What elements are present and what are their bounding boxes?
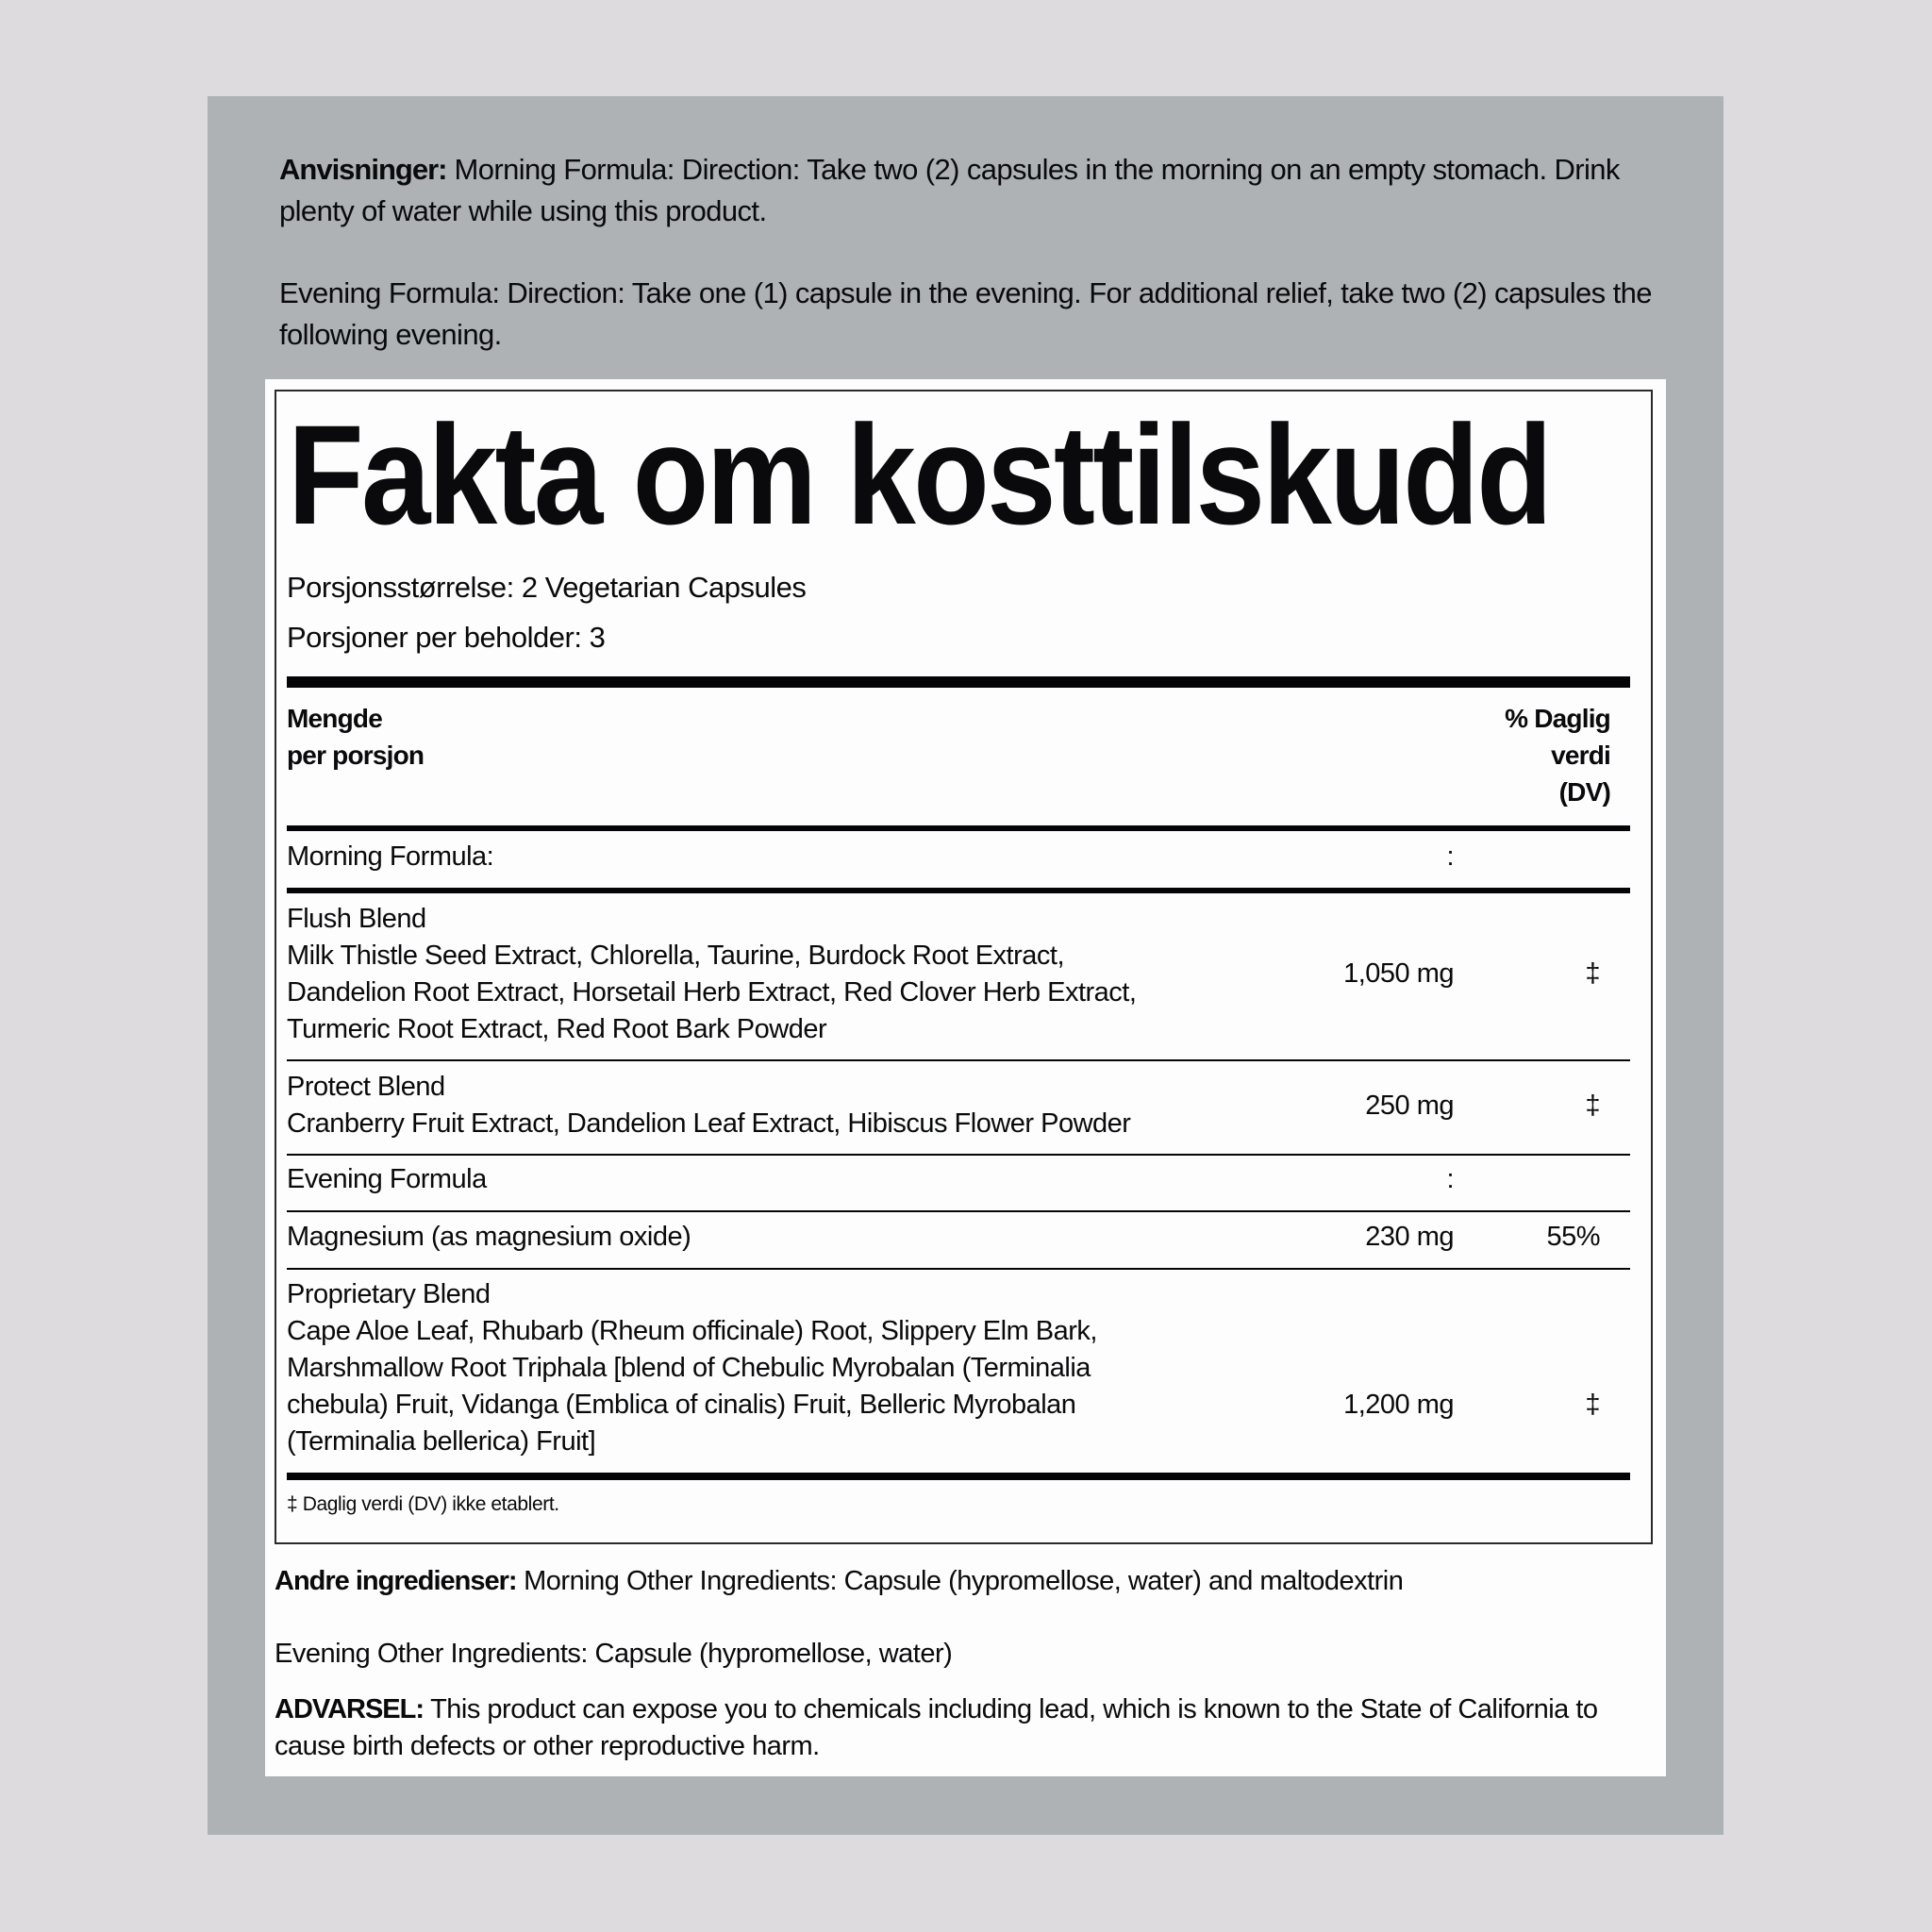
divider-thin: [287, 1268, 1630, 1270]
divider-thin: [287, 1154, 1630, 1156]
row-description: Cranberry Fruit Extract, Dandelion Leaf Extract, Hibiscus Flower Powder: [287, 1108, 1131, 1139]
row-name: Magnesium (as magnesium oxide): [287, 1222, 691, 1252]
header-dv-line2: verdi: [1551, 741, 1610, 770]
row-name: Evening Formula: [287, 1164, 487, 1194]
row-description: Cape Aloe Leaf, Rhubarb (Rheum officinale) Root, Slippery Elm Bark, Marshmallow Root Triphala [blend of Chebulic Myrobalan (Terminalia chebula) Fruit, Vidanga (Emblica of cinalis) Fruit, Belleric Myrobalan (Terminalia bellerica) Fruit]: [287, 1316, 1097, 1457]
row-amount: :: [1446, 841, 1454, 872]
warning-section: [275, 1691, 1652, 1765]
other-ingredients-morning: [275, 1563, 1652, 1600]
facts-title: Fakta om kosttilskudd: [288, 395, 1551, 554]
header-dv-line3: (DV): [1558, 777, 1610, 807]
daily-value-footnote: ‡ Daglig verdi (DV) ikke etablert.: [287, 1493, 559, 1515]
row-name: Flush Blend: [287, 904, 426, 934]
row-name-block: [287, 901, 1164, 1048]
row-dv: 55%: [1546, 1222, 1600, 1252]
row-amount: :: [1446, 1164, 1454, 1194]
row-amount: 250 mg: [1365, 1091, 1454, 1121]
row-description: Milk Thistle Seed Extract, Chlorella, Taurine, Burdock Root Extract, Dandelion Root Extract, Horsetail Herb Extract, Red Clover Herb Extract, Turmeric Root Extract, Red Root Bark Powder: [287, 941, 1137, 1044]
divider-thick: [287, 676, 1630, 688]
header-amount-line1: Mengde: [287, 704, 382, 733]
directions-section: [279, 149, 1666, 356]
row-amount: 1,200 mg: [1343, 1390, 1454, 1420]
other-ingredients-label: Andre ingredienser:: [275, 1566, 517, 1596]
header-amount-line2: per porsjon: [287, 741, 425, 770]
divider-medium: [287, 825, 1630, 831]
warning-label: ADVARSEL:: [275, 1694, 425, 1724]
directions-morning-text: Morning Formula: Direction: Take two (2) capsules in the morning on an empty stomach. Drink plenty of water while using this product.: [279, 153, 1620, 227]
divider-medium: [287, 888, 1630, 893]
divider-thin: [287, 1059, 1630, 1061]
row-dv: ‡: [1585, 958, 1600, 989]
other-ingredients-evening-text: Evening Other Ingredients: Capsule (hypromellose, water): [275, 1639, 953, 1669]
row-name-block: [287, 1276, 1192, 1460]
row-name: Protect Blend: [287, 1072, 445, 1102]
row-name: Morning Formula:: [287, 841, 494, 872]
other-ingredients-evening: [275, 1636, 1652, 1673]
divider-bottom-thick: [287, 1473, 1630, 1480]
row-amount: 230 mg: [1365, 1222, 1454, 1252]
row-name-block: [287, 1069, 1230, 1142]
row-dv: ‡: [1585, 1390, 1600, 1420]
daily-value-header: [1505, 700, 1610, 810]
directions-morning: [279, 149, 1666, 232]
divider-thin: [287, 1210, 1630, 1212]
directions-label: Anvisninger:: [279, 153, 447, 186]
servings-per-container: Porsjoner per beholder: 3: [287, 621, 606, 654]
supplement-facts-box: [275, 390, 1653, 1544]
warning-text: This product can expose you to chemicals including lead, which is known to the State of California to cause birth defects or other reproductive harm.: [275, 1694, 1598, 1761]
row-amount: 1,050 mg: [1343, 958, 1454, 989]
header-dv-line1: % Daglig: [1505, 704, 1610, 733]
directions-evening: Evening Formula: Direction: Take one (1) capsule in the evening. For additional relief, take two (2) capsules the following evening.: [279, 276, 1652, 351]
serving-size: Porsjonsstørrelse: 2 Vegetarian Capsules: [287, 571, 807, 604]
amount-per-serving-header: [287, 700, 424, 774]
row-name: Proprietary Blend: [287, 1279, 491, 1309]
other-ingredients-morning-text: Morning Other Ingredients: Capsule (hypromellose, water) and maltodextrin: [524, 1566, 1404, 1596]
row-dv: ‡: [1585, 1091, 1600, 1121]
